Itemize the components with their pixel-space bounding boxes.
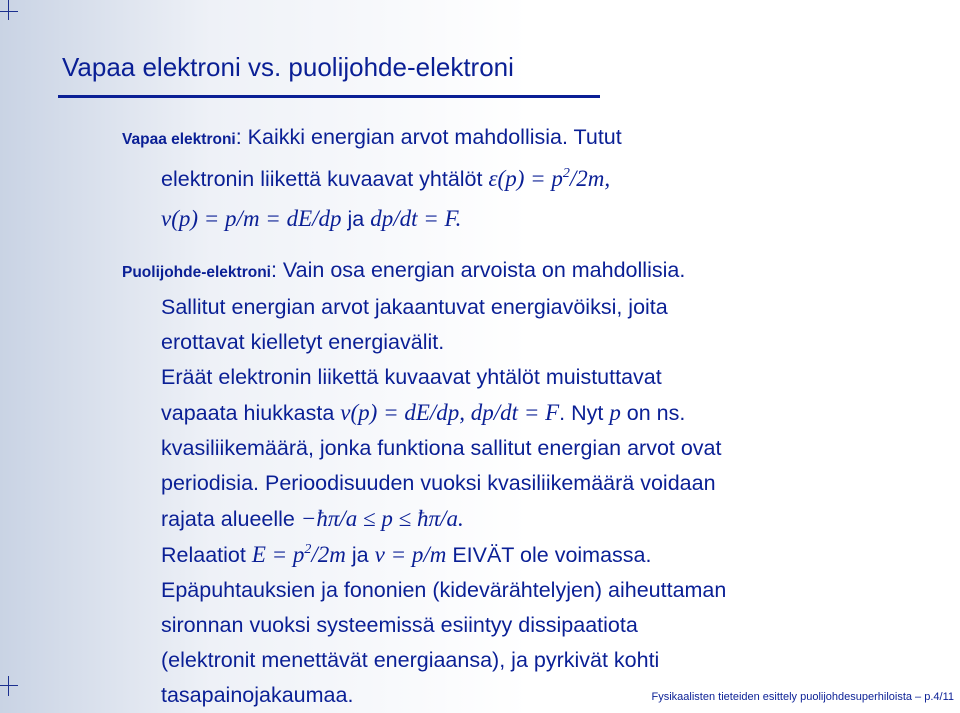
semiconductor-line9: Relaatiot xyxy=(161,543,252,567)
semiconductor-line2: Sallitut energian arvot jakaantuvat energiavöiksi, joita xyxy=(161,295,668,319)
semiconductor-line6: kvasiliikemäärä, jonka funktiona sallitut energian arvot ovat xyxy=(161,436,722,460)
quasi-momentum-symbol: p xyxy=(609,400,621,425)
crop-mark-top-left-v xyxy=(8,0,9,20)
energy-equation: $\varepsilon(p) = p^2/2m$, xyxy=(488,166,611,191)
semiconductor-line12: (elektronit menettävät energiaansa), ja pyrkivät kohti xyxy=(161,648,660,672)
semiconductor-line9-ja: ja xyxy=(345,543,375,567)
semiconductor-line11: sironnan vuoksi systeemissä esiintyy dissipaatiota xyxy=(161,613,638,637)
semiconductor-electron-heading: Puolijohde-elektroni xyxy=(122,264,271,281)
semiconductor-line5: vapaata hiukkasta xyxy=(161,401,341,425)
semiconductor-line7: periodisia. Perioodisuuden vuoksi kvasiliikemäärä voidaan xyxy=(161,471,716,495)
quasi-equations: v(p) = dE/dp, dp/dt = F xyxy=(340,400,560,425)
velocity-relation: v = p/m xyxy=(374,542,447,567)
crop-mark-bottom-left-v xyxy=(8,676,9,696)
velocity-equation: v(p) = p/m = dE/dp xyxy=(161,206,342,231)
crop-mark-bottom-left-h xyxy=(0,685,18,686)
semiconductor-line1: : Vain osa energian arvoista on mahdollisia. xyxy=(270,258,686,282)
crop-mark-top-left-h xyxy=(0,11,18,12)
slide-title: Vapaa elektroni vs. puolijohde-elektroni xyxy=(62,52,514,82)
free-electron-ja: ja xyxy=(341,207,371,231)
semiconductor-line4: Eräät elektronin liikettä kuvaavat yhtälöt muistuttavat xyxy=(161,365,662,389)
free-electron-heading: Vapaa elektroni xyxy=(122,131,236,148)
force-equation: dp/dt = F. xyxy=(370,206,462,231)
brillouin-zone-range: −ħπ/a ≤ p ≤ ħπ/a. xyxy=(300,506,464,531)
semiconductor-line8: rajata alueelle xyxy=(161,507,301,531)
semiconductor-line9-end: EIVÄT ole voimassa. xyxy=(446,543,652,567)
free-electron-paragraph xyxy=(122,118,922,239)
energy-relation: $E = p^2/2m$ xyxy=(251,542,346,567)
slide-body xyxy=(122,118,922,713)
free-electron-line2: elektronin liikettä kuvaavat yhtälöt xyxy=(161,167,489,191)
slide-footer: Fysikaalisten tieteiden esittely puolijohdesuperhiloista – p.4/11 xyxy=(651,691,954,703)
title-underline xyxy=(58,95,600,98)
semiconductor-electron-paragraph xyxy=(122,253,922,713)
free-electron-line1: : Kaikki energian arvot mahdollisia. Tutut xyxy=(235,125,622,149)
semiconductor-line5-mid: . Nyt xyxy=(559,401,610,425)
semiconductor-line13: tasapainojakaumaa. xyxy=(161,683,354,707)
semiconductor-line3: erottavat kielletyt energiavälit. xyxy=(161,330,445,354)
semiconductor-line10: Epäpuhtauksien ja fononien (kidevärähtelyjen) aiheuttaman xyxy=(161,578,727,602)
semiconductor-line5-end: on ns. xyxy=(620,401,686,425)
